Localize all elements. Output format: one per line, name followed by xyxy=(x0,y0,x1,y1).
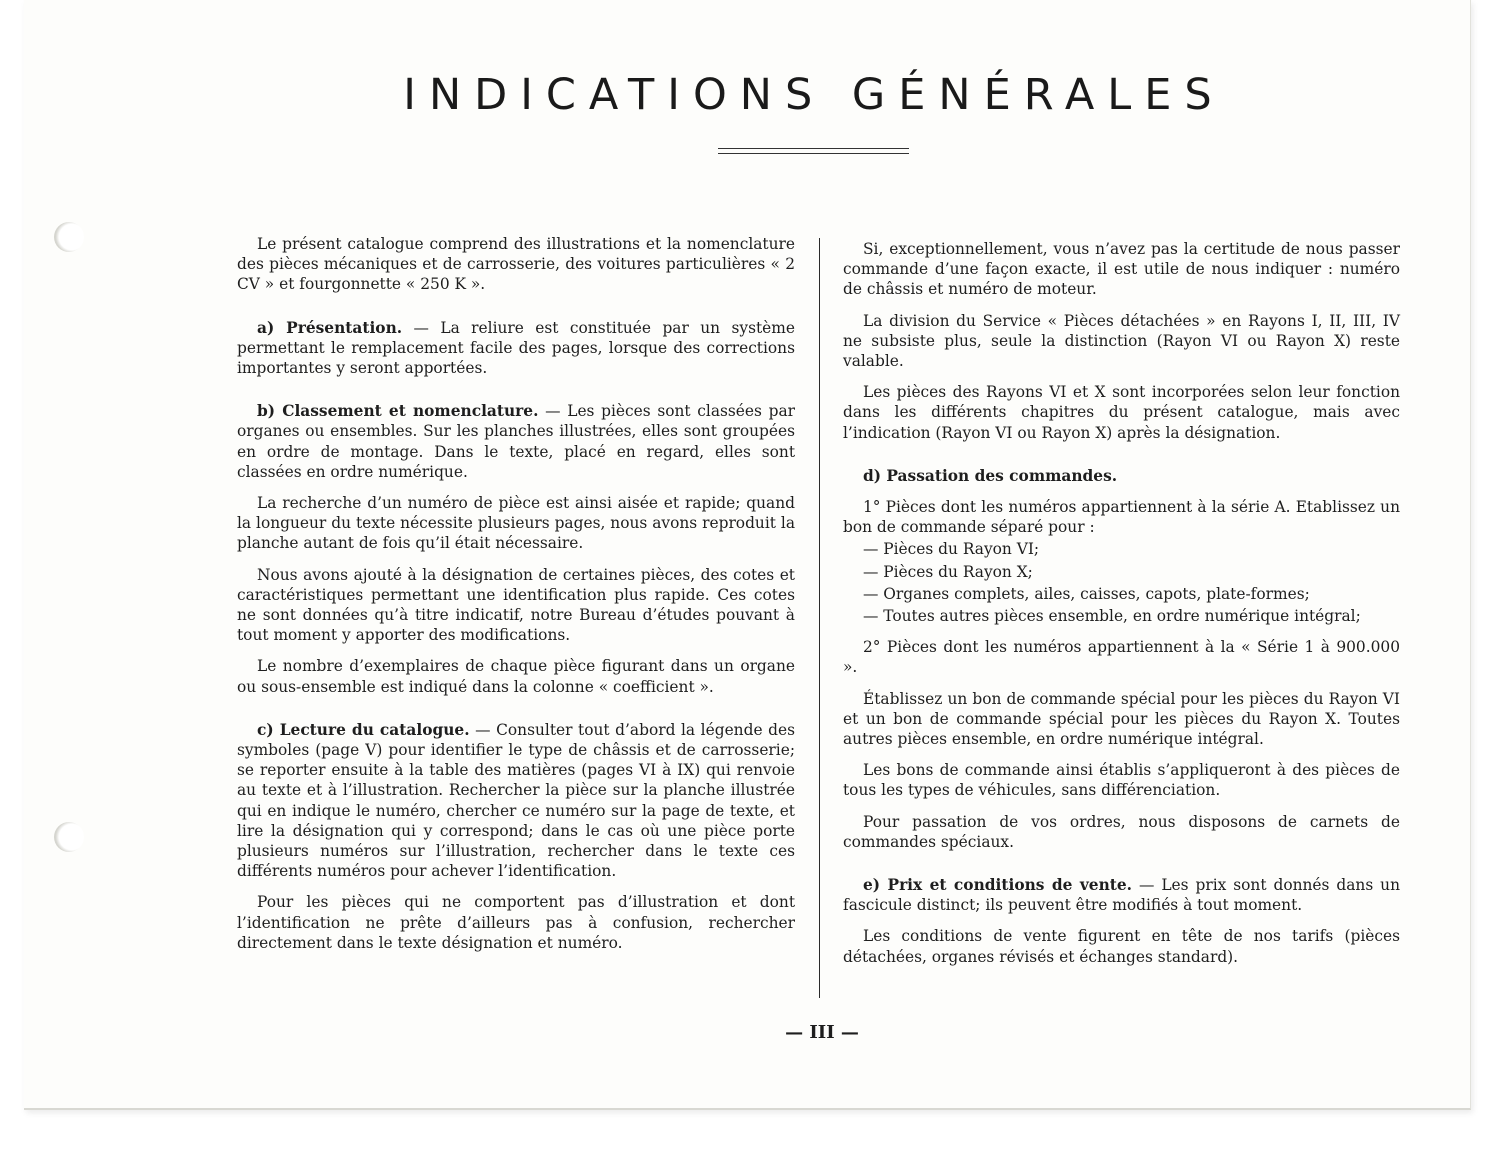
conditions-paragraph: Les conditions de vente figurent en tête de nos tarifs (pièces détachées, organes révisés et échanges standard). xyxy=(843,927,1400,966)
section-b-text: — Les pièces sont classées par organes ou ensembles. Sur les planches illustrées, elles sont groupées en ordre de montage. Dans le texte, placé en regard, elles sont classées en ordre numérique. xyxy=(237,402,795,481)
section-e-text: — Les prix sont donnés dans un fascicule distinct; ils peuvent être modifiés à tout moment. xyxy=(843,876,1400,915)
page-title: INDICATIONS GÉNÉRALES xyxy=(403,70,1225,120)
cotes-paragraph: Nous avons ajouté à la désignation de certaines pièces, des cotes et caractéristiques permettant une identification plus rapide. Ces cotes ne sont données qu’à titre indicatif, notre Bureau d’études pouvant à tout moment y apporter des modifications. xyxy=(237,565,795,645)
list-item: — Pièces du Rayon VI; xyxy=(863,540,1040,559)
nombre-paragraph: Le nombre d’exemplaires de chaque pièce figurant dans un organe ou sous-ensemble est indiqué dans la colonne « coefficient ». xyxy=(237,657,795,696)
binder-hole-top xyxy=(54,222,84,252)
section-b-heading: b) Classement et nomenclature. xyxy=(257,402,539,421)
section-b-paragraph xyxy=(237,401,795,482)
left-column xyxy=(237,234,795,953)
division-paragraph: La division du Service « Pièces détachées » en Rayons I, II, III, IV ne subsiste plus, seule la distinction (Rayon VI ou Rayon X) reste valable. xyxy=(843,311,1400,371)
right-column xyxy=(843,239,1400,967)
section-a-paragraph xyxy=(237,318,795,379)
certitude-paragraph: Si, exceptionnellement, vous n’avez pas la certitude de nous passer commande d’une façon exacte, il est utile de nous indiquer : numéro de châssis et numéro de moteur. xyxy=(843,240,1400,299)
binder-hole-bottom xyxy=(54,822,84,852)
recherche-paragraph: La recherche d’un numéro de pièce est ainsi aisée et rapide; quand la longueur du texte nécessite plusieurs pages, nous avons reproduit la planche autant de fois qu’il était nécessaire. xyxy=(237,494,795,553)
section-d-paragraph xyxy=(843,466,1400,486)
section-e-paragraph xyxy=(843,875,1400,915)
list-item: — Organes complets, ailes, caisses, capots, plate-formes; xyxy=(863,584,1310,603)
etablissez-paragraph: Établissez un bon de commande spécial pour les pièces du Rayon VI et un bon de commande spécial pour les pièces du Rayon X. Toutes autres pièces ensemble, en ordre numérique intégral. xyxy=(843,689,1400,749)
pieces-sans-illustration-paragraph: Pour les pièces qui ne comportent pas d’illustration et dont l’identification ne prête d’ailleurs pas à confusion, rechercher directement dans le texte désignation et numéro. xyxy=(237,893,795,952)
page-number: — III — xyxy=(785,1022,859,1043)
bons-paragraph: Les bons de commande ainsi établis s’appliqueront à des pièces de tous les types de véhicules, sans différenciation. xyxy=(843,761,1400,800)
section-c-heading: c) Lecture du catalogue. xyxy=(257,720,470,739)
catalogue-page xyxy=(24,0,1471,1110)
section-e-heading: e) Prix et conditions de vente. xyxy=(863,876,1133,895)
title-underline xyxy=(718,148,909,154)
section-a-heading: a) Présentation. xyxy=(257,318,403,337)
list-item: — Toutes autres pièces ensemble, en ordre numérique intégral; xyxy=(863,607,1361,626)
section-a-text: — La reliure est constituée par un système permettant le remplacement facile des pages, lorsque des corrections importantes y seront apportées. xyxy=(237,318,795,378)
column-divider xyxy=(819,238,820,998)
intro-paragraph: Le présent catalogue comprend des illustrations et la nomenclature des pièces mécaniques et de carrosserie, des voitures particulières « 2 CV » et fourgonnette « 250 K ». xyxy=(237,235,795,294)
serie-2-paragraph: 2° Pièces dont les numéros appartiennent à la « Série 1 à 900.000 ». xyxy=(843,638,1400,677)
rayons-paragraph: Les pièces des Rayons VI et X sont incorporées selon leur fonction dans les différents chapitres du présent catalogue, mais avec l’indication (Rayon VI ou Rayon X) après la désignation. xyxy=(843,383,1400,442)
serie-a-paragraph: 1° Pièces dont les numéros appartiennent à la série A. Etablissez un bon de commande séparé pour : xyxy=(843,498,1400,537)
section-c-text: — Consulter tout d’abord la légende des symboles (page V) pour identifier le type de châssis et de carrosserie; se reporter ensuite à la table des matières (pages VI à IX) qui renvoie au texte et à l’illustration. Rechercher la pièce sur la planche illustrée qui en indique le numéro, chercher ce numéro sur la page de texte, et lire la désignation qui y correspond; dans le cas où une pièce porte plusieurs numéros sur l’illustration, rechercher dans le texte ces différents numéros pour achever l’identification. xyxy=(237,720,795,881)
section-d-heading: d) Passation des commandes. xyxy=(863,466,1118,485)
list-item: — Pièces du Rayon X; xyxy=(863,562,1033,581)
carnets-paragraph: Pour passation de vos ordres, nous disposons de carnets de commandes spéciaux. xyxy=(843,812,1400,851)
section-c-paragraph xyxy=(237,720,795,882)
